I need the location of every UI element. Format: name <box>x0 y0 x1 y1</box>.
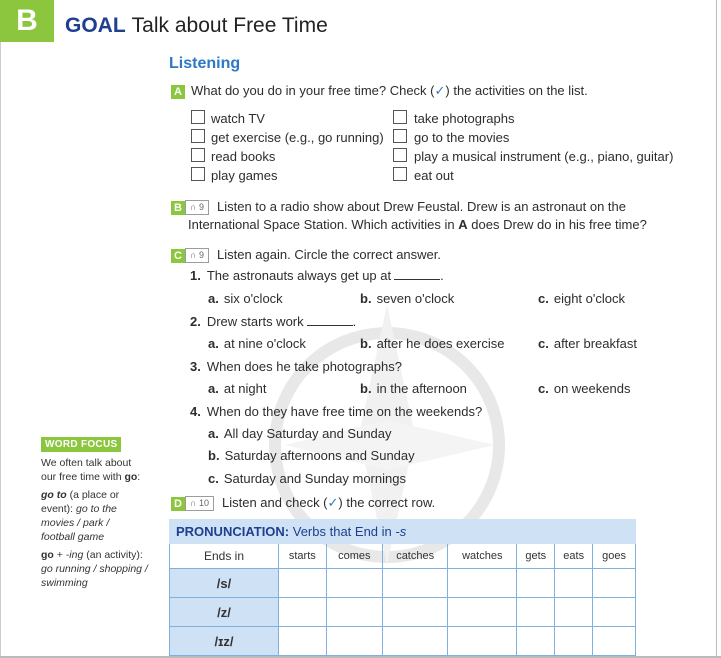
word-focus-example: -ing <box>65 549 84 561</box>
question-3 <box>190 359 402 374</box>
word-focus-keyword: go <box>41 549 54 561</box>
checkbox-go-to-movies[interactable] <box>393 129 407 143</box>
check-cell[interactable] <box>517 569 555 598</box>
checkbox-get-exercise[interactable] <box>191 129 205 143</box>
option-4b[interactable] <box>208 448 415 463</box>
option-letter: a. <box>208 336 219 351</box>
option-1c[interactable] <box>538 291 625 306</box>
section-badge: B <box>0 0 54 42</box>
option-text: on weekends <box>553 381 631 396</box>
goal-label: GOAL <box>65 14 126 37</box>
word-header: comes <box>326 544 382 569</box>
checkbox-play-games[interactable] <box>191 167 205 181</box>
option-letter: c. <box>208 471 219 486</box>
word-focus-title: WORD FOCUS <box>41 437 121 452</box>
word-header: starts <box>279 544 327 569</box>
word-focus-text: (an activity): <box>83 549 143 561</box>
word-header: watches <box>448 544 517 569</box>
answer-blank <box>394 269 440 280</box>
option-text: six o'clock <box>223 291 283 306</box>
sound-label: /ɪz/ <box>170 627 279 656</box>
word-focus-example: swimming <box>41 577 88 589</box>
exercise-c-instruction <box>171 247 441 263</box>
word-focus-example: go running / shopping / <box>41 563 148 575</box>
option-3b[interactable] <box>360 381 467 396</box>
activity-label: go to the movies <box>414 130 510 145</box>
question-number: 1. <box>190 268 201 283</box>
word-focus-example: football game <box>41 531 105 543</box>
option-2b[interactable] <box>360 336 504 351</box>
question-2 <box>190 314 356 329</box>
check-cell[interactable] <box>555 598 593 627</box>
option-text: at night <box>223 381 267 396</box>
exercise-b-letter: B <box>171 201 185 215</box>
question-4 <box>190 404 482 419</box>
exercise-a-letter: A <box>171 85 185 99</box>
word-focus-example-2 <box>41 548 148 590</box>
pronunciation-table <box>169 519 636 656</box>
option-text: seven o'clock <box>376 291 455 306</box>
question-number: 3. <box>190 359 201 374</box>
page-border-left <box>0 42 1 658</box>
option-4c[interactable] <box>208 471 406 486</box>
check-cell[interactable] <box>383 598 448 627</box>
option-text: eight o'clock <box>553 291 625 306</box>
check-cell[interactable] <box>279 627 327 656</box>
headphones-icon: ∩ <box>190 250 197 261</box>
activity-label: get exercise (e.g., go running) <box>211 130 384 145</box>
pronunciation-label: PRONUNCIATION: <box>176 524 290 539</box>
option-text: after he does exercise <box>376 336 505 351</box>
checkbox-read-books[interactable] <box>191 148 205 162</box>
check-cell[interactable] <box>448 598 517 627</box>
question-end: . <box>352 314 357 329</box>
check-cell[interactable] <box>279 569 327 598</box>
checkbox-take-photographs[interactable] <box>393 110 407 124</box>
check-cell[interactable] <box>593 627 636 656</box>
word-header: goes <box>593 544 636 569</box>
exercise-c-text: Listen again. Circle the correct answer. <box>217 247 441 262</box>
word-focus-line <box>41 470 140 484</box>
word-focus-text: event): <box>41 503 77 515</box>
exercise-a-text-2: ) the activities on the list. <box>445 83 588 98</box>
word-focus-example: go to the <box>76 503 117 515</box>
activity-label: watch TV <box>211 111 265 126</box>
word-focus-line <box>41 548 148 562</box>
headphones-icon: ∩ <box>190 202 197 213</box>
question-text: When does he take photographs? <box>206 359 402 374</box>
activity-label: play games <box>211 168 278 183</box>
option-text: All day Saturday and Sunday <box>223 426 392 441</box>
checkbox-eat-out[interactable] <box>393 167 407 181</box>
word-focus-text: : <box>137 471 141 483</box>
word-focus-line <box>41 530 119 544</box>
option-letter: c. <box>538 336 549 351</box>
exercise-d-text-2: ) the correct row. <box>338 495 436 510</box>
check-cell[interactable] <box>326 569 382 598</box>
question-end: . <box>440 268 444 283</box>
pronunciation-subtitle: Verbs that End in <box>289 524 396 539</box>
option-3a[interactable] <box>208 381 267 396</box>
option-letter: a. <box>208 291 219 306</box>
activity-label: take photographs <box>414 111 515 126</box>
headphones-icon: ∩ <box>190 498 197 509</box>
word-focus-line <box>41 516 119 530</box>
option-1b[interactable] <box>360 291 454 306</box>
check-mark-icon: ✓ <box>327 495 339 510</box>
option-letter: b. <box>360 381 372 396</box>
check-cell[interactable] <box>383 627 448 656</box>
option-text: after breakfast <box>553 336 637 351</box>
option-text: in the afternoon <box>376 381 467 396</box>
word-focus-intro <box>41 456 140 484</box>
table-row <box>170 627 636 656</box>
question-text: When do they have free time on the weekends? <box>206 404 483 419</box>
check-mark-icon: ✓ <box>434 83 446 98</box>
option-2a[interactable] <box>208 336 306 351</box>
option-3c[interactable] <box>538 381 630 396</box>
track-number: 9 <box>198 250 204 261</box>
word-focus-text: our free time with <box>41 471 125 483</box>
word-focus-text: (a place or <box>66 489 120 501</box>
check-cell[interactable] <box>326 627 382 656</box>
check-cell[interactable] <box>517 627 555 656</box>
option-letter: c. <box>538 381 549 396</box>
table-row <box>170 569 636 598</box>
sound-label: /z/ <box>170 598 279 627</box>
activity-label: read books <box>211 149 276 164</box>
check-cell[interactable] <box>279 598 327 627</box>
checkbox-play-instrument[interactable] <box>393 148 407 162</box>
word-focus-line <box>41 562 148 576</box>
word-focus-keyword: go to <box>41 489 67 501</box>
exercise-b-instruction <box>171 199 626 215</box>
question-1 <box>190 268 444 283</box>
word-header: gets <box>517 544 555 569</box>
goal-text: Talk about Free Time <box>131 14 328 37</box>
option-text: at nine o'clock <box>223 336 306 351</box>
check-cell[interactable] <box>448 627 517 656</box>
audio-track-badge[interactable] <box>185 200 209 215</box>
activity-label: play a musical instrument (e.g., piano, guitar) <box>414 149 674 164</box>
word-focus-text: + <box>53 549 66 561</box>
word-header: eats <box>555 544 593 569</box>
exercise-b-text: International Space Station. Which activities in <box>188 217 459 232</box>
check-cell[interactable] <box>555 569 593 598</box>
word-focus-example-1 <box>41 488 119 544</box>
word-focus-line <box>41 576 148 590</box>
pronunciation-suffix: -s <box>395 524 407 539</box>
exercise-b-line-1: Listen to a radio show about Drew Feustal. Drew is an astronaut on the <box>217 199 626 214</box>
exercise-a-text-1: What do you do in your free time? Check ( <box>191 83 435 98</box>
option-letter: a. <box>208 381 219 396</box>
exercise-b-line-2 <box>188 217 647 232</box>
word-focus-keyword: go <box>124 471 138 483</box>
check-cell[interactable] <box>555 627 593 656</box>
option-1a[interactable] <box>208 291 283 306</box>
exercise-b-ref: A <box>458 217 468 232</box>
track-number: 9 <box>198 202 204 213</box>
exercise-d-letter: D <box>171 497 185 511</box>
word-focus-line: We often talk about <box>41 457 132 469</box>
table-row <box>170 598 636 627</box>
exercise-b-text: does Drew do in his free time? <box>467 217 647 232</box>
checkbox-watch-tv[interactable] <box>191 110 205 124</box>
option-letter: b. <box>360 291 372 306</box>
check-cell[interactable] <box>326 598 382 627</box>
option-letter: b. <box>208 448 220 463</box>
option-text: Saturday and Sunday mornings <box>223 471 406 486</box>
check-cell[interactable] <box>383 569 448 598</box>
pronunciation-title <box>170 520 636 544</box>
question-number: 4. <box>190 404 201 419</box>
question-text: Drew starts work <box>206 314 304 329</box>
option-letter: a. <box>208 426 219 441</box>
page-border-right <box>716 0 717 658</box>
word-focus-line <box>41 488 119 502</box>
ends-in-header: Ends in <box>170 544 279 569</box>
exercise-d-instruction <box>171 495 435 511</box>
sound-label: /s/ <box>170 569 279 598</box>
audio-track-badge[interactable] <box>185 248 209 263</box>
page-title <box>65 14 328 38</box>
question-text: The astronauts always get up at <box>206 268 392 283</box>
check-cell[interactable] <box>517 598 555 627</box>
exercise-c-letter: C <box>171 249 185 263</box>
check-cell[interactable] <box>593 569 636 598</box>
question-number: 2. <box>190 314 201 329</box>
option-letter: c. <box>538 291 549 306</box>
exercise-d-text-1: Listen and check ( <box>222 495 328 510</box>
exercise-a-instruction <box>171 83 588 99</box>
check-cell[interactable] <box>448 569 517 598</box>
option-2c[interactable] <box>538 336 637 351</box>
option-4a[interactable] <box>208 426 392 441</box>
option-text: Saturday afternoons and Sunday <box>224 448 415 463</box>
track-number: 10 <box>198 498 209 509</box>
check-cell[interactable] <box>593 598 636 627</box>
activity-label: eat out <box>414 168 454 183</box>
word-focus-line <box>41 502 119 516</box>
section-title: Listening <box>169 55 241 72</box>
word-header: catches <box>383 544 448 569</box>
answer-blank <box>307 315 353 326</box>
audio-track-badge[interactable] <box>185 496 214 511</box>
option-letter: b. <box>360 336 372 351</box>
word-focus-example: movies / park / <box>41 517 110 529</box>
